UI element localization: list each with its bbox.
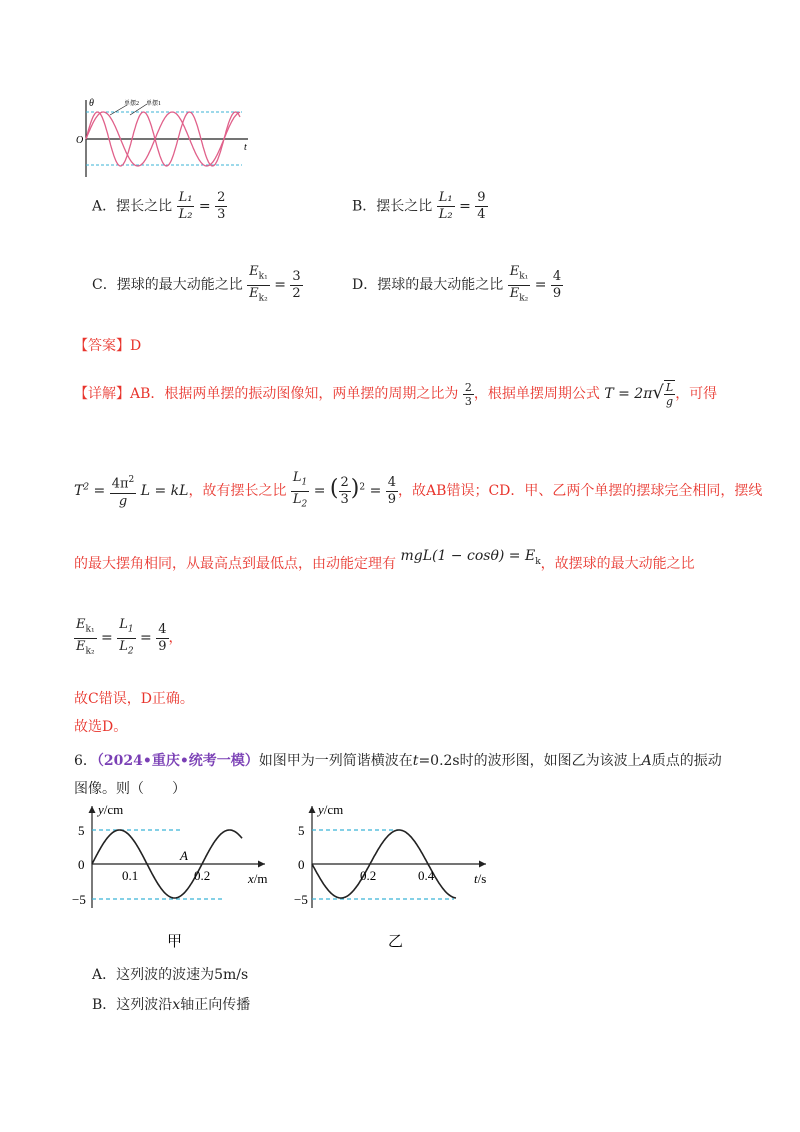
- fraction-ek: $\frac{E_{k_1}}{E_{k_2}}$: [509, 264, 529, 304]
- x-tick-0.1: 0.1: [122, 868, 139, 883]
- fraction-value: $\frac{4}{9}$: [552, 268, 562, 301]
- fraction-value: $\frac{9}{4}$: [477, 190, 486, 222]
- y-tick-0: 0: [78, 857, 85, 872]
- detail-line-5: 故C错误，D正确。: [74, 691, 194, 707]
- pendulum-graph: [72, 95, 252, 185]
- detail-line-4: $\frac{E_{k_1}}{E_{k_2}}$ = $\frac{L_1}{L_2}$ = $\frac{4}{9}$ ，: [76, 617, 183, 657]
- option-c[interactable]: C．摆球的最大动能之比 $\frac{E_{k_1}}{E_{k_2}}$ = $\frac{3}{2}$: [92, 264, 303, 306]
- y-tick-neg5: −5: [294, 892, 308, 907]
- q6-option-a[interactable]: A．这列波的波速为5m/s: [92, 967, 249, 983]
- x-axis-label: x/m: [248, 871, 268, 886]
- x-tick-0.2: 0.2: [360, 868, 377, 883]
- point-a-label: A: [180, 848, 188, 863]
- y-tick-5: 5: [78, 823, 85, 838]
- q6-option-b[interactable]: B．这列波沿x轴正向传播: [92, 997, 251, 1013]
- fraction-l1-l2: $\frac{\text{L₁}}{\text{L₂}}$: [178, 190, 193, 222]
- detail-line-2: $T^2$ = $\frac{4\pi^2}{g}$ L = kL，故有摆长之比 $\frac{L_1}{L_2}$ = ( $\frac{2}{3}$ )$^2$ = $\frac{4}{9}$ ，故AB错误；CD．甲、乙两个单摆的摆球完全相同，摆线: [74, 470, 763, 510]
- detail-line-6: 故选D。: [74, 719, 128, 735]
- x-tick-0.2: 0.2: [194, 868, 211, 883]
- y-axis-label: y/cm: [318, 802, 344, 817]
- answer-line: 【答案】D: [74, 338, 142, 354]
- fraction-l1-l2: $\frac{\text{L₁}}{\text{L₂}}$: [438, 190, 453, 222]
- origin-label: O: [76, 135, 84, 146]
- t-axis-label: t: [244, 142, 247, 153]
- y-axis-label: y/cm: [98, 802, 124, 817]
- q6-line-1: 6．（2024•重庆•统考一模）如图甲为一列简谐横波在t=0.2s时的波形图，如图乙为该波上A质点的振动: [74, 753, 722, 769]
- y-tick-neg5: −5: [72, 892, 86, 907]
- option-d[interactable]: D．摆球的最大动能之比 $\frac{E_{k_1}}{E_{k_2}}$ = $\frac{4}{9}$: [352, 264, 563, 306]
- fraction-value: $\frac{2}{3}$: [217, 190, 226, 222]
- y-tick-0: 0: [298, 857, 305, 872]
- detail-line-1: 【详解】AB．根据两单摆的振动图像知，两单摆的周期之比为 $\frac{2}{3}$ ，根据单摆周期公式 T = 2π√ $\frac{L}{g}$ ，可得: [74, 380, 718, 408]
- x-tick-0.4: 0.4: [418, 868, 435, 883]
- caption-jia: 甲: [167, 934, 183, 950]
- pendulum1-label: 单摆1: [146, 101, 162, 107]
- t-axis-label: t/s: [474, 871, 487, 886]
- caption-yi: 乙: [388, 934, 404, 950]
- q6-line-2: 图像。则（ ）: [74, 781, 186, 797]
- detail-line-3: 的最大摆角相同，从最高点到最低点，由动能定理有 $mgL(1 - \cos\theta) = E_k$，故摆球的最大动能之比: [74, 548, 695, 572]
- option-a[interactable]: A．摆长之比 $\frac{\text{L₁}}{\text{L₂}}$ = $\frac{2}{3}$: [92, 190, 226, 222]
- fraction-value: $\frac{3}{2}$: [292, 268, 301, 301]
- y-tick-5: 5: [298, 823, 305, 838]
- pendulum2-label: 单摆2: [124, 101, 140, 107]
- wave-graph-yi: [296, 798, 496, 958]
- fraction-ek: $\frac{E_{k_1}}{E_{k_2}}$: [249, 264, 268, 304]
- wave-graph-jia: [70, 798, 280, 958]
- theta-axis-label: θ: [89, 98, 94, 109]
- option-b[interactable]: B．摆长之比 $\frac{\text{L₁}}{\text{L₂}}$ = $\frac{9}{4}$: [352, 190, 486, 222]
